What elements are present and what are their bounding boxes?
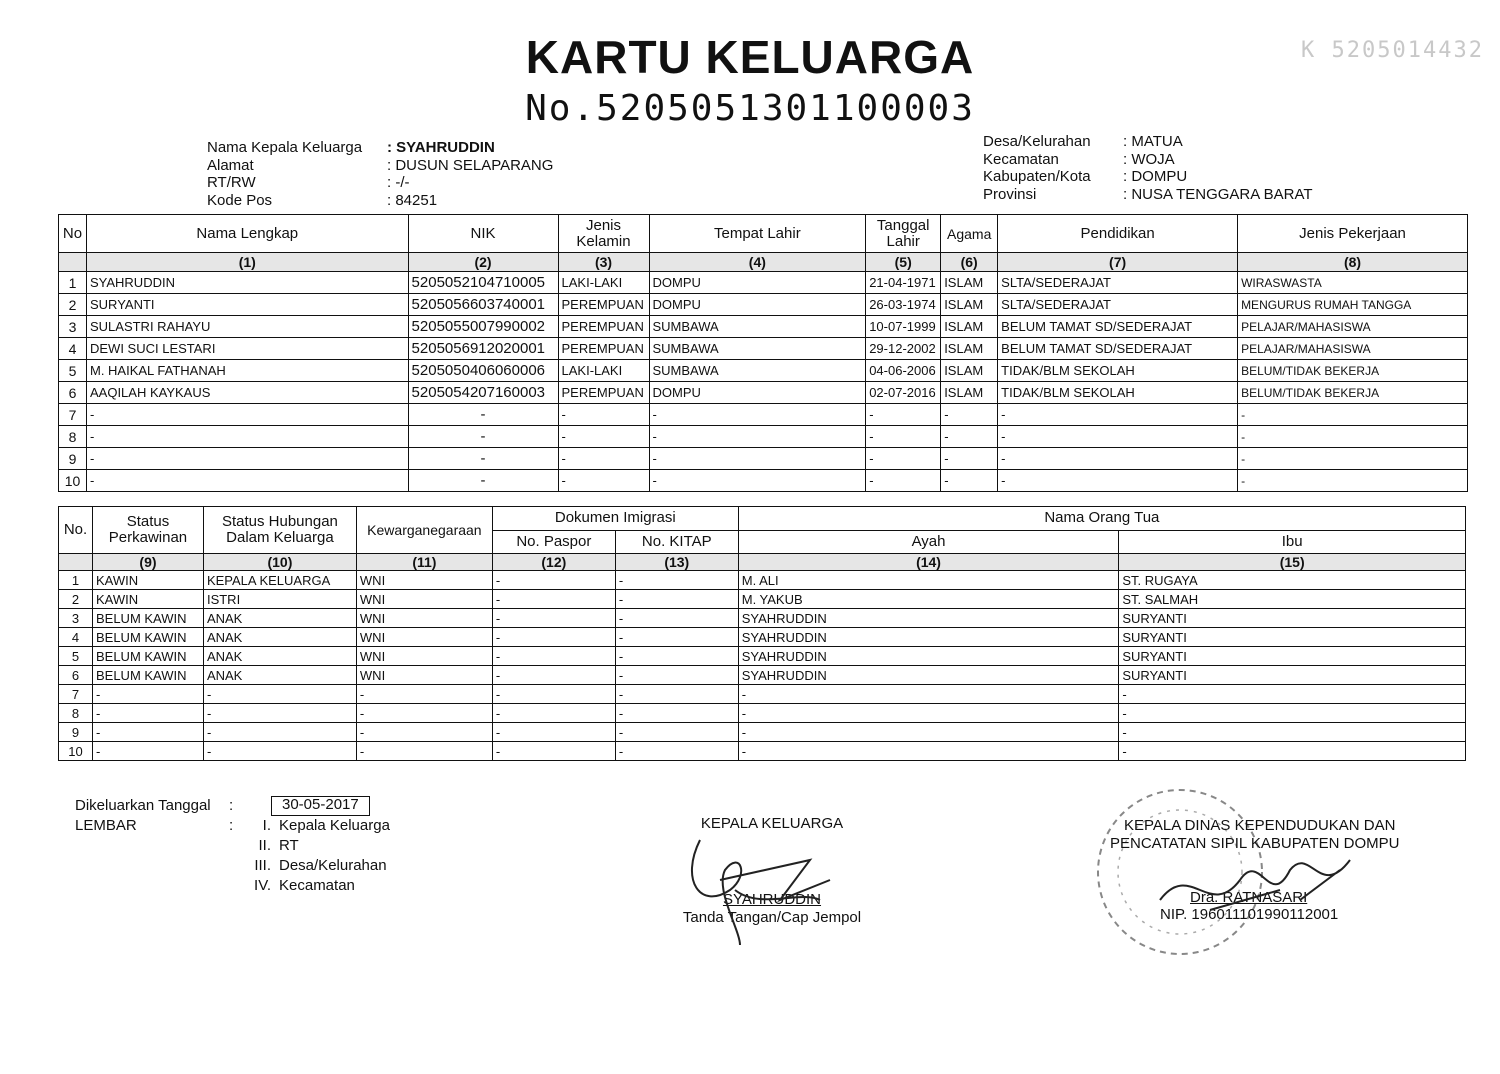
info-label: Kode Pos	[207, 191, 273, 209]
table-cell: SUMBAWA	[649, 360, 866, 382]
table-row	[59, 609, 1466, 628]
kk-name: SYAHRUDDIN	[722, 891, 822, 908]
table-cell: -	[941, 448, 998, 470]
issued-colon: :	[229, 797, 234, 814]
header-no: No.	[59, 507, 93, 554]
table-cell: -	[738, 685, 1119, 704]
table-cell: BELUM KAWIN	[92, 609, 203, 628]
table-cell: 9	[59, 448, 87, 470]
table-cell: -	[492, 590, 615, 609]
header-kewarganegaraan: Kewarganegaraan	[356, 507, 492, 554]
table-cell: SURYANTI	[1119, 628, 1466, 647]
table-cell: SURYANTI	[1119, 666, 1466, 685]
family-info-left	[207, 139, 553, 209]
table-cell: -	[738, 723, 1119, 742]
header-tempat-lahir: Tempat Lahir	[649, 215, 866, 253]
table-cell: KAWIN	[92, 571, 203, 590]
header-jenis-pekerjaan: Jenis Pekerjaan	[1238, 215, 1468, 253]
table-cell: TIDAK/BLM SEKOLAH	[998, 360, 1238, 382]
table-cell: -	[408, 470, 558, 492]
table-cell: MENGURUS RUMAH TANGGA	[1238, 294, 1468, 316]
table-cell: ISLAM	[941, 316, 998, 338]
table-cell: -	[941, 404, 998, 426]
table-cell: -	[998, 448, 1238, 470]
info-value: : MATUA	[1123, 133, 1183, 150]
table-cell: 4	[59, 628, 93, 647]
info-label: Provinsi	[983, 185, 1037, 203]
table-cell: -	[941, 470, 998, 492]
table-cell: 2	[59, 590, 93, 609]
table-cell: 5	[59, 360, 87, 382]
table-cell: -	[615, 590, 738, 609]
table-cell: -	[92, 685, 203, 704]
column-number: (4)	[649, 253, 866, 272]
table-row	[59, 272, 1468, 294]
table-cell: WNI	[356, 666, 492, 685]
table-cell: -	[615, 571, 738, 590]
table-cell: -	[738, 704, 1119, 723]
table-cell: -	[1119, 723, 1466, 742]
table-cell: -	[492, 742, 615, 761]
dinas-name: Dra. RATNASARI	[1190, 889, 1308, 906]
table-cell: -	[649, 426, 866, 448]
table-cell: KAWIN	[92, 590, 203, 609]
table-row	[59, 470, 1468, 492]
table-cell: PEREMPUAN	[558, 338, 649, 360]
table-cell: -	[492, 647, 615, 666]
table-cell: BELUM TAMAT SD/SEDERAJAT	[998, 316, 1238, 338]
table-cell: 5205050406060006	[408, 360, 558, 382]
table-cell: ST. SALMAH	[1119, 590, 1466, 609]
table-cell: ANAK	[203, 647, 356, 666]
table-cell: -	[492, 685, 615, 704]
table-cell: AAQILAH KAYKAUS	[86, 382, 408, 404]
table-cell: SURYANTI	[1119, 609, 1466, 628]
info-label: Kecamatan	[983, 150, 1059, 168]
table-cell: PEREMPUAN	[558, 316, 649, 338]
header-tanggal-lahir: Tanggal Lahir	[866, 215, 941, 253]
table-cell: -	[92, 723, 203, 742]
header-jenis-kelamin: Jenis Kelamin	[558, 215, 649, 253]
lembar-text: Kecamatan	[279, 877, 355, 894]
table-cell: TIDAK/BLM SEKOLAH	[998, 382, 1238, 404]
lembar-text: Desa/Kelurahan	[279, 857, 387, 874]
table-cell: -	[203, 742, 356, 761]
table-row	[59, 338, 1468, 360]
table-cell: WNI	[356, 571, 492, 590]
table-cell: ANAK	[203, 666, 356, 685]
table-cell: -	[86, 426, 408, 448]
table-cell: DOMPU	[649, 272, 866, 294]
table-cell: M. ALI	[738, 571, 1119, 590]
table-cell: -	[615, 723, 738, 742]
table-cell: BELUM/TIDAK BEKERJA	[1238, 360, 1468, 382]
info-value: : 84251	[387, 191, 438, 209]
column-number: (10)	[203, 554, 356, 571]
table-cell: SLTA/SEDERAJAT	[998, 294, 1238, 316]
table-row	[59, 426, 1468, 448]
table-row	[59, 360, 1468, 382]
table-cell: DOMPU	[649, 382, 866, 404]
header-nama-orang-tua: Nama Orang Tua	[738, 507, 1465, 531]
table-cell: WNI	[356, 647, 492, 666]
column-number: (2)	[408, 253, 558, 272]
table-cell: -	[1119, 685, 1466, 704]
info-label: RT/RW	[207, 174, 256, 191]
table-cell: SYAHRUDDIN	[738, 628, 1119, 647]
table-cell: M. HAIKAL FATHANAH	[86, 360, 408, 382]
table-cell: -	[86, 404, 408, 426]
table-cell: -	[866, 404, 941, 426]
info-value: : DUSUN SELAPARANG	[387, 156, 554, 174]
table-row	[59, 742, 1466, 761]
table-cell: BELUM KAWIN	[92, 628, 203, 647]
table-cell: -	[203, 723, 356, 742]
family-members-table	[58, 214, 1468, 492]
table-cell: WNI	[356, 628, 492, 647]
issued-date: 30-05-2017	[271, 796, 370, 816]
info-value: : NUSA TENGGARA BARAT	[1123, 185, 1313, 203]
dinas-signature	[1150, 840, 1370, 940]
column-number: (12)	[492, 554, 615, 571]
table-cell: -	[866, 426, 941, 448]
table-cell: -	[615, 609, 738, 628]
table-row	[59, 666, 1466, 685]
table-cell: -	[203, 685, 356, 704]
table-cell: -	[408, 404, 558, 426]
header-no: No	[59, 215, 87, 253]
table-row	[59, 685, 1466, 704]
table-cell: -	[558, 470, 649, 492]
table-cell: SYAHRUDDIN	[738, 609, 1119, 628]
table-cell: DOMPU	[649, 294, 866, 316]
table-cell: -	[615, 685, 738, 704]
table-cell: -	[615, 628, 738, 647]
table-cell: -	[615, 742, 738, 761]
column-number: (13)	[615, 554, 738, 571]
table-cell: SLTA/SEDERAJAT	[998, 272, 1238, 294]
table-row	[59, 704, 1466, 723]
table-cell: LAKI-LAKI	[558, 360, 649, 382]
column-number: (11)	[356, 554, 492, 571]
table-cell: SULASTRI RAHAYU	[86, 316, 408, 338]
column-number	[59, 253, 87, 272]
table-cell: -	[356, 704, 492, 723]
column-number: (8)	[1238, 253, 1468, 272]
table-cell: -	[738, 742, 1119, 761]
header-status-perkawinan: Status Perkawinan	[92, 507, 203, 554]
table-cell: ISLAM	[941, 294, 998, 316]
table-cell: -	[649, 404, 866, 426]
table-row	[59, 404, 1468, 426]
table-row	[59, 294, 1468, 316]
table-cell: -	[1238, 426, 1468, 448]
table-row	[59, 448, 1468, 470]
table-cell: -	[941, 426, 998, 448]
table-cell: -	[998, 470, 1238, 492]
table-cell: 4	[59, 338, 87, 360]
table-cell: 04-06-2006	[866, 360, 941, 382]
info-value: : WOJA	[1123, 150, 1175, 168]
table-cell: -	[86, 448, 408, 470]
column-number: (6)	[941, 253, 998, 272]
table-cell: SYAHRUDDIN	[738, 647, 1119, 666]
column-number	[59, 554, 93, 571]
lembar-num: III.	[254, 857, 271, 874]
table-cell: ANAK	[203, 609, 356, 628]
info-label: Desa/Kelurahan	[983, 133, 1091, 150]
table-cell: 7	[59, 685, 93, 704]
table-cell: -	[356, 685, 492, 704]
table-cell: 1	[59, 272, 87, 294]
table-cell: -	[408, 426, 558, 448]
table-cell: -	[86, 470, 408, 492]
table-cell: BELUM TAMAT SD/SEDERAJAT	[998, 338, 1238, 360]
table-row	[59, 316, 1468, 338]
table-row	[59, 571, 1466, 590]
table-cell: -	[558, 426, 649, 448]
kk-note: Tanda Tangan/Cap Jempol	[682, 909, 862, 926]
table-cell: BELUM KAWIN	[92, 666, 203, 685]
table-cell: 3	[59, 609, 93, 628]
table-cell: -	[615, 704, 738, 723]
info-value: : DOMPU	[1123, 168, 1188, 185]
table-row	[59, 382, 1468, 404]
header-status-hubungan: Status Hubungan Dalam Keluarga	[203, 507, 356, 554]
info-label: Kabupaten/Kota	[983, 168, 1091, 185]
table-cell: 2	[59, 294, 87, 316]
table-cell: LAKI-LAKI	[558, 272, 649, 294]
table-cell: BELUM KAWIN	[92, 647, 203, 666]
table-cell: -	[866, 470, 941, 492]
table-cell: -	[998, 404, 1238, 426]
table-cell: WIRASWASTA	[1238, 272, 1468, 294]
table-cell: -	[492, 723, 615, 742]
table-cell: 29-12-2002	[866, 338, 941, 360]
table-cell: 6	[59, 382, 87, 404]
lembar-label: LEMBAR	[75, 817, 137, 834]
column-number: (15)	[1119, 554, 1466, 571]
table-cell: ISLAM	[941, 338, 998, 360]
table-cell: SYAHRUDDIN	[86, 272, 408, 294]
table-cell: DEWI SUCI LESTARI	[86, 338, 408, 360]
table-cell: -	[558, 448, 649, 470]
header-ayah: Ayah	[738, 530, 1119, 554]
lembar-text: Kepala Keluarga	[279, 817, 390, 834]
table-cell: BELUM/TIDAK BEKERJA	[1238, 382, 1468, 404]
table-cell: -	[866, 448, 941, 470]
table-cell: ST. RUGAYA	[1119, 571, 1466, 590]
document-number: No.5205051301100003	[525, 88, 975, 129]
table-row	[59, 723, 1466, 742]
table-cell: SUMBAWA	[649, 338, 866, 360]
table-row	[59, 647, 1466, 666]
header-dokumen-imigrasi: Dokumen Imigrasi	[492, 507, 738, 531]
table-cell: PEREMPUAN	[558, 294, 649, 316]
kk-title: KEPALA KELUARGA	[700, 815, 844, 832]
header-pendidikan: Pendidikan	[998, 215, 1238, 253]
table-row	[59, 590, 1466, 609]
table-cell: -	[1238, 470, 1468, 492]
table-cell: SURYANTI	[1119, 647, 1466, 666]
header-no-paspor: No. Paspor	[492, 530, 615, 554]
column-number: (3)	[558, 253, 649, 272]
lembar-num: II.	[258, 837, 271, 854]
table-cell: -	[1119, 742, 1466, 761]
table-cell: 6	[59, 666, 93, 685]
header-nama-lengkap: Nama Lengkap	[86, 215, 408, 253]
info-value: : SYAHRUDDIN	[387, 139, 495, 156]
issue-info	[75, 796, 390, 896]
table-cell: PELAJAR/MAHASISWA	[1238, 338, 1468, 360]
column-number: (9)	[92, 554, 203, 571]
table-cell: 5205056603740001	[408, 294, 558, 316]
table-cell: 5205055007990002	[408, 316, 558, 338]
table-cell: -	[1238, 448, 1468, 470]
table-cell: -	[649, 470, 866, 492]
table-cell: -	[649, 448, 866, 470]
table-cell: 02-07-2016	[866, 382, 941, 404]
table-cell: -	[203, 704, 356, 723]
table-cell: 10	[59, 742, 93, 761]
table-cell: -	[558, 404, 649, 426]
table-cell: -	[492, 609, 615, 628]
lembar-num: I.	[262, 817, 271, 834]
header-nik: NIK	[408, 215, 558, 253]
table-cell: -	[356, 742, 492, 761]
dinas-title-line2: PENCATATAN SIPIL KABUPATEN DOMPU	[1110, 835, 1400, 852]
header-agama: Agama	[941, 215, 998, 253]
table-cell: -	[408, 448, 558, 470]
table-cell: -	[1238, 404, 1468, 426]
table-cell: ISLAM	[941, 360, 998, 382]
table-cell: 3	[59, 316, 87, 338]
table-cell: 10	[59, 470, 87, 492]
table-cell: 10-07-1999	[866, 316, 941, 338]
table-cell: ISTRI	[203, 590, 356, 609]
header-no-kitap: No. KITAP	[615, 530, 738, 554]
table-cell: ISLAM	[941, 382, 998, 404]
table-cell: M. YAKUB	[738, 590, 1119, 609]
table-cell: WNI	[356, 590, 492, 609]
serial-number: K 5205014432	[1301, 38, 1484, 63]
table-cell: -	[92, 742, 203, 761]
dinas-nip: NIP. 196011101990112001	[1160, 906, 1339, 923]
column-number: (14)	[738, 554, 1119, 571]
table-cell: ISLAM	[941, 272, 998, 294]
column-number: (5)	[866, 253, 941, 272]
table-cell: 8	[59, 704, 93, 723]
table-cell: 5205054207160003	[408, 382, 558, 404]
column-number: (1)	[86, 253, 408, 272]
family-info-right	[983, 133, 1313, 203]
table-cell: 5205052104710005	[408, 272, 558, 294]
head-of-family-signature	[680, 820, 860, 950]
table-cell: -	[492, 666, 615, 685]
table-cell: 21-04-1971	[866, 272, 941, 294]
info-value: : -/-	[387, 174, 410, 191]
table-cell: 7	[59, 404, 87, 426]
table-cell: 1	[59, 571, 93, 590]
table-cell: -	[998, 426, 1238, 448]
table-cell: 9	[59, 723, 93, 742]
table-cell: -	[492, 628, 615, 647]
table-cell: -	[1119, 704, 1466, 723]
table-cell: -	[492, 704, 615, 723]
table-cell: WNI	[356, 609, 492, 628]
table-cell: -	[356, 723, 492, 742]
family-status-table	[58, 506, 1466, 761]
table-cell: ANAK	[203, 628, 356, 647]
table-cell: PEREMPUAN	[558, 382, 649, 404]
info-label: Nama Kepala Keluarga	[207, 139, 363, 156]
lembar-text: RT	[279, 837, 299, 854]
table-cell: 8	[59, 426, 87, 448]
document-title: KARTU KELUARGA	[525, 31, 975, 83]
table-cell: SURYANTI	[86, 294, 408, 316]
table-cell: -	[615, 647, 738, 666]
lembar-colon: :	[229, 817, 234, 834]
table-cell: PELAJAR/MAHASISWA	[1238, 316, 1468, 338]
table-cell: -	[92, 704, 203, 723]
dinas-title-line1: KEPALA DINAS KEPENDUDUKAN DAN	[1124, 817, 1396, 834]
header-ibu: Ibu	[1119, 530, 1466, 554]
table-cell: 26-03-1974	[866, 294, 941, 316]
table-cell: KEPALA KELUARGA	[203, 571, 356, 590]
column-number: (7)	[998, 253, 1238, 272]
lembar-num: IV.	[254, 877, 271, 894]
table-row	[59, 628, 1466, 647]
table-cell: -	[492, 571, 615, 590]
table-cell: 5205056912020001	[408, 338, 558, 360]
table-cell: SYAHRUDDIN	[738, 666, 1119, 685]
issued-label: Dikeluarkan Tanggal	[75, 797, 211, 814]
info-label: Alamat	[207, 156, 254, 174]
table-cell: SUMBAWA	[649, 316, 866, 338]
table-cell: -	[615, 666, 738, 685]
table-cell: 5	[59, 647, 93, 666]
